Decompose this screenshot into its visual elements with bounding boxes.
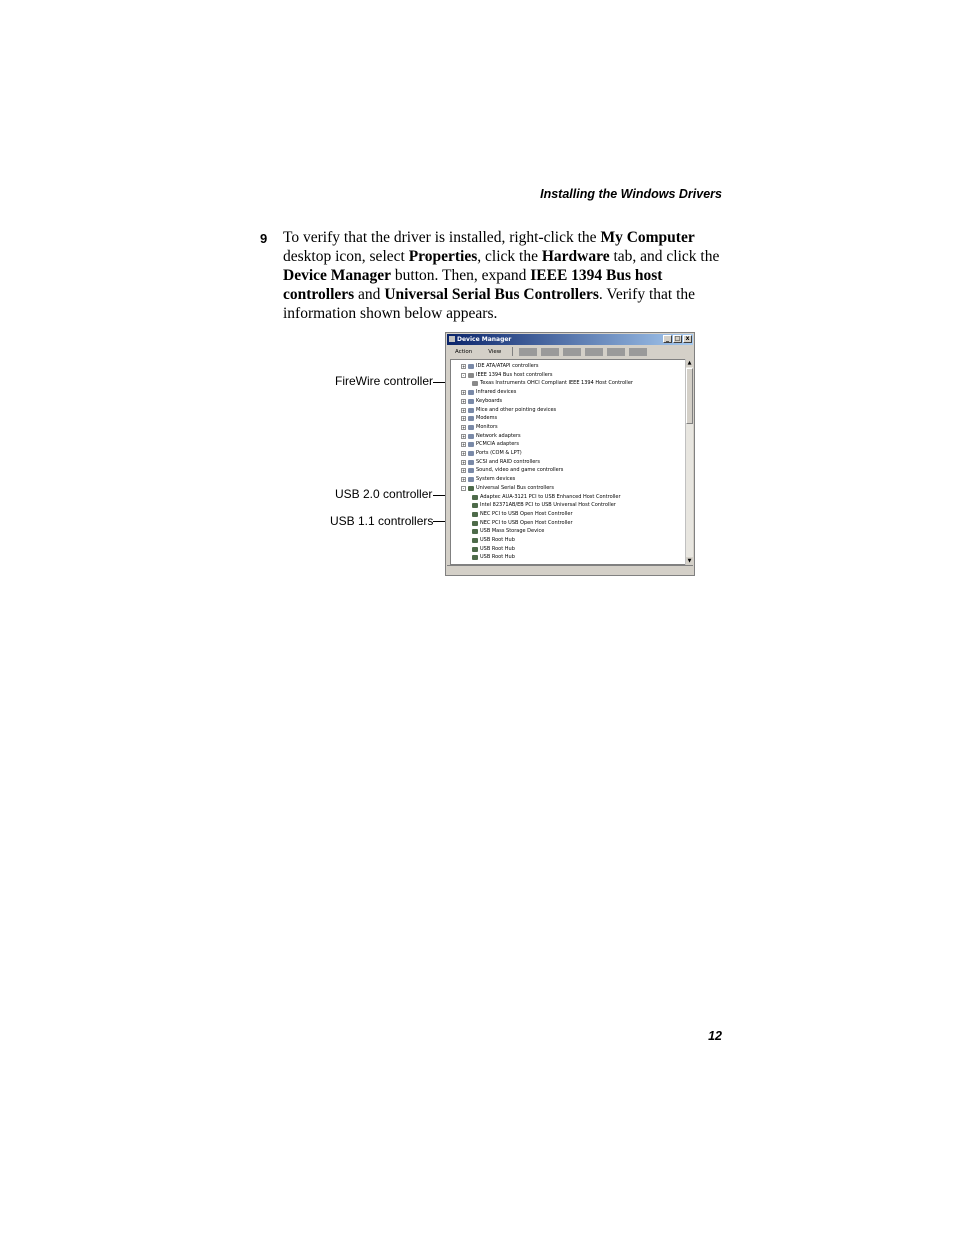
pcmcia-icon xyxy=(468,442,474,447)
sound-icon xyxy=(468,468,474,473)
instruction-text: and xyxy=(354,286,385,303)
tree-item-label: IEEE 1394 Bus host controllers xyxy=(476,371,553,378)
usb-icon xyxy=(472,512,478,517)
network-icon xyxy=(468,434,474,439)
tree-item[interactable] xyxy=(461,371,553,380)
mouse-icon xyxy=(468,408,474,413)
tree-item-label: Mice and other pointing devices xyxy=(476,406,557,413)
device-tree xyxy=(450,359,686,565)
tree-item[interactable] xyxy=(472,553,515,562)
window-title: Device Manager xyxy=(457,336,512,343)
system-icon xyxy=(468,477,474,482)
close-button[interactable]: x xyxy=(683,335,692,343)
port-icon xyxy=(468,451,474,456)
tree-item[interactable] xyxy=(472,501,616,510)
usb-icon xyxy=(472,495,478,500)
bold-term: Universal Serial Bus Controllers xyxy=(384,286,599,303)
usb-icon xyxy=(472,538,478,543)
tree-item-label: Keyboards xyxy=(476,397,503,404)
expand-icon[interactable]: + xyxy=(462,424,466,430)
usb20-callout: USB 2.0 controller xyxy=(335,487,433,501)
collapse-icon[interactable]: - xyxy=(462,372,465,378)
scsi-icon xyxy=(468,460,474,465)
tree-item-label: PCMCIA adapters xyxy=(476,441,519,448)
tree-item[interactable] xyxy=(461,397,502,406)
usb-icon xyxy=(472,547,478,552)
scroll-up-icon[interactable]: ▲ xyxy=(687,360,692,366)
up-folder-icon[interactable] xyxy=(563,348,581,356)
scroll-thumb[interactable] xyxy=(686,368,693,424)
tree-item-label: USB Mass Storage Device xyxy=(480,528,545,535)
instruction-text: desktop icon, select xyxy=(283,248,409,265)
tree-item-label: Intel 82371AB/EB PCI to USB Universal Host Controller xyxy=(480,502,616,509)
tree-scrollbar[interactable] xyxy=(685,359,693,565)
tree-item-label: System devices xyxy=(476,476,516,483)
tree-item-label: Adaptec AUA-3121 PCI to USB Enhanced Host Controller xyxy=(480,493,621,500)
bold-term: Properties xyxy=(408,248,478,265)
window-titlebar xyxy=(447,334,693,345)
tree-item[interactable] xyxy=(461,440,519,449)
collapse-icon[interactable]: - xyxy=(462,485,465,491)
step-instructions xyxy=(283,228,728,323)
tree-item[interactable] xyxy=(461,458,540,467)
usb-icon xyxy=(472,521,478,526)
tree-item-label: Modems xyxy=(476,415,498,422)
tree-item[interactable] xyxy=(472,527,544,536)
minimize-button[interactable]: _ xyxy=(663,335,672,343)
tree-item-label: Monitors xyxy=(476,423,498,430)
bold-term: IEEE 1394 Bus host controllers xyxy=(283,267,663,303)
status-bar xyxy=(447,565,693,574)
bold-term: Device Manager xyxy=(283,267,392,284)
tree-item[interactable] xyxy=(472,379,633,388)
expand-icon[interactable]: + xyxy=(462,398,466,404)
tree-item-label: USB Root Hub xyxy=(480,537,515,543)
expand-icon[interactable]: + xyxy=(462,442,466,448)
tree-item-label: Network adapters xyxy=(476,432,521,439)
tree-item[interactable] xyxy=(472,545,515,554)
modem-icon xyxy=(468,416,474,421)
infrared-icon xyxy=(468,390,474,395)
expand-icon[interactable]: + xyxy=(462,390,466,396)
instruction-text: . Verify that the information shown below appears. xyxy=(283,286,696,322)
tree-item[interactable] xyxy=(472,519,573,528)
tree-item[interactable] xyxy=(461,475,515,484)
tree-item[interactable] xyxy=(461,423,498,432)
firewire-icon xyxy=(468,373,474,378)
tree-item-label: Texas Instruments OHCI Compliant IEEE 1394 Host Controller xyxy=(480,380,633,387)
tree-item[interactable] xyxy=(461,466,563,475)
expand-icon[interactable]: + xyxy=(462,433,466,439)
step-number: 9 xyxy=(260,231,268,246)
instruction-text: tab, and click the xyxy=(609,248,720,265)
instruction-text: To verify that the driver is installed, right-click the xyxy=(283,229,601,246)
scroll-down-icon[interactable]: ▼ xyxy=(687,558,692,564)
usb-icon xyxy=(472,555,478,560)
tree-item-label: IDE ATA/ATAPI controllers xyxy=(476,363,539,369)
forward-icon[interactable] xyxy=(541,348,559,356)
bold-term: Hardware xyxy=(541,248,610,265)
maximize-button[interactable]: □ xyxy=(674,335,681,342)
usb-icon xyxy=(468,486,474,491)
page-number: 12 xyxy=(708,1029,722,1043)
tree-item[interactable] xyxy=(461,406,556,415)
tree-item-label: USB Root Hub xyxy=(480,554,515,561)
bold-term: My Computer xyxy=(600,229,695,246)
tree-item[interactable] xyxy=(461,414,497,423)
monitor-icon xyxy=(468,425,474,430)
expand-icon[interactable]: + xyxy=(462,468,466,474)
menu-view[interactable]: View xyxy=(488,349,502,355)
instruction-text: button. Then, expand xyxy=(391,267,531,284)
tree-item[interactable] xyxy=(461,362,539,371)
tree-item-label: Infrared devices xyxy=(476,389,517,396)
expand-icon[interactable]: + xyxy=(462,416,466,422)
expand-icon[interactable]: + xyxy=(462,477,466,483)
running-header: Installing the Windows Drivers xyxy=(540,187,722,201)
menu-toolbar xyxy=(450,346,690,357)
firewire-callout: FireWire controller xyxy=(335,374,434,388)
keyboard-icon xyxy=(468,399,474,404)
tree-item-label: Universal Serial Bus controllers xyxy=(476,484,554,491)
expand-icon[interactable]: + xyxy=(462,364,466,369)
tree-item[interactable] xyxy=(461,388,516,397)
instruction-text: , click the xyxy=(477,248,542,265)
tree-item-label: NEC PCI to USB Open Host Controller xyxy=(480,519,573,526)
tree-item[interactable] xyxy=(472,510,573,519)
device-manager-window xyxy=(445,332,695,576)
toolbar-separator xyxy=(512,347,513,356)
expand-icon[interactable]: + xyxy=(462,459,466,465)
tree-item-label: NEC PCI to USB Open Host Controller xyxy=(480,510,573,517)
tree-item[interactable] xyxy=(461,484,554,493)
scan-hardware-icon[interactable] xyxy=(629,348,647,356)
usb-icon xyxy=(472,503,478,508)
tree-item-label: Ports (COM & LPT) xyxy=(476,450,522,456)
back-icon[interactable] xyxy=(519,348,537,356)
tree-item[interactable] xyxy=(472,493,621,502)
menu-action[interactable]: Action xyxy=(455,349,473,355)
tree-item-label: SCSI and RAID controllers xyxy=(476,458,540,465)
expand-icon[interactable]: + xyxy=(462,407,466,413)
tree-item[interactable] xyxy=(461,449,522,458)
drive-icon xyxy=(468,364,474,369)
show-hide-icon[interactable] xyxy=(585,348,603,356)
firewire-icon xyxy=(472,381,478,386)
expand-icon[interactable]: + xyxy=(462,451,466,456)
device-manager-icon xyxy=(449,336,455,342)
tree-item[interactable] xyxy=(461,432,521,441)
tree-item-label: USB Root Hub xyxy=(480,545,515,552)
properties-icon[interactable] xyxy=(607,348,625,356)
tree-item-label: Sound, video and game controllers xyxy=(476,467,564,474)
usb-icon xyxy=(472,529,478,534)
usb11-callout: USB 1.1 controllers xyxy=(330,514,434,528)
tree-item[interactable] xyxy=(472,536,515,545)
